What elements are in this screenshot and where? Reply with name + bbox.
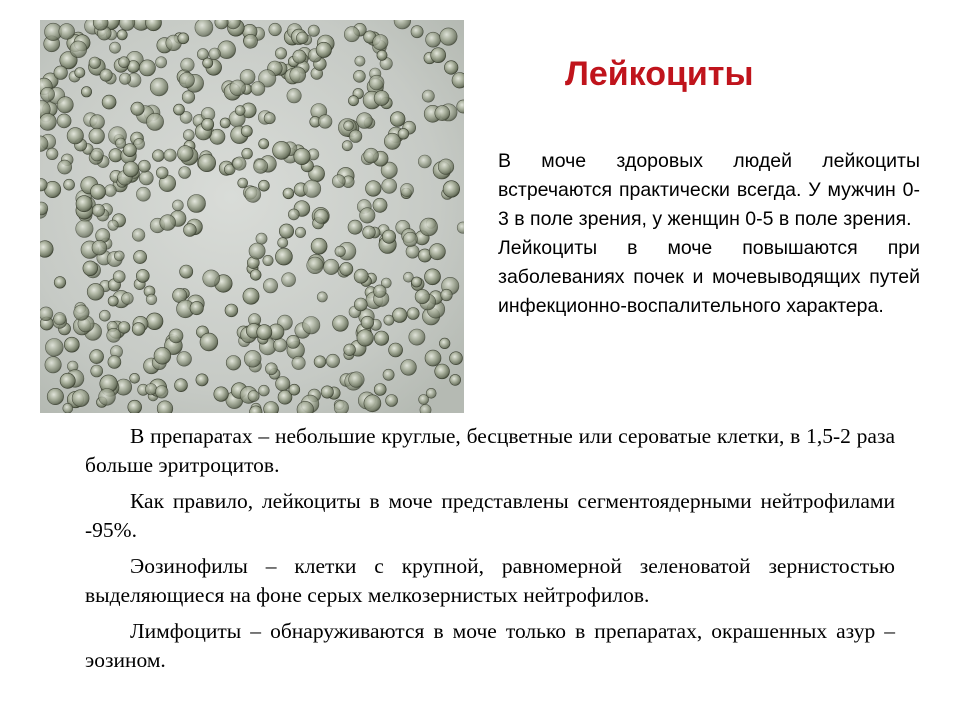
leukocyte-cell	[318, 115, 332, 129]
leukocyte-cell	[273, 141, 291, 159]
leukocyte-cell	[180, 265, 193, 278]
leukocyte-cell	[251, 82, 265, 96]
leukocyte-cell	[357, 330, 374, 347]
leukocyte-cell	[406, 245, 419, 258]
leukocyte-cell	[195, 20, 213, 37]
leukocyte-cell	[373, 35, 388, 50]
leukocyte-cell	[435, 106, 450, 121]
slide-title: Лейкоциты	[565, 55, 754, 93]
leukocyte-cell	[177, 352, 192, 367]
leukocyte-cell	[256, 233, 267, 244]
leukocyte-cell	[119, 57, 130, 68]
leukocyte-cell	[419, 395, 429, 405]
leukocyte-cell	[99, 310, 110, 321]
leukocyte-cell	[287, 89, 301, 103]
leukocyte-cell	[407, 308, 419, 320]
leukocyte-cell	[390, 112, 405, 127]
leukocyte-cell	[157, 401, 173, 413]
leukocyte-cell	[113, 271, 125, 283]
leukocyte-cell	[366, 181, 382, 197]
leukocyte-cell	[263, 255, 273, 265]
leukocyte-cell	[155, 386, 168, 399]
leukocyte-cell	[203, 270, 220, 287]
leukocyte-cell	[109, 42, 120, 53]
leukocyte-cell	[132, 323, 145, 336]
leukocyte-cell	[90, 184, 105, 199]
leukocyte-cell	[169, 329, 183, 343]
leukocyte-cell	[335, 246, 346, 257]
leukocyte-cell	[87, 283, 104, 300]
leukocyte-cell	[123, 144, 136, 157]
leukocyte-cell	[225, 304, 238, 317]
leukocyte-cell	[440, 28, 457, 45]
leukocyte-cell	[363, 226, 376, 239]
leukocyte-cell	[67, 128, 83, 144]
leukocyte-cell	[130, 373, 140, 383]
leukocyte-cell	[403, 232, 417, 246]
leukocyte-cell	[420, 218, 438, 236]
leukocyte-cell	[248, 391, 259, 402]
leukocyte-cell	[54, 66, 68, 80]
leukocyte-cell	[333, 316, 349, 332]
leukocyte-cell	[243, 288, 259, 304]
leukocyte-cell	[349, 372, 365, 388]
leukocyte-cell	[152, 150, 164, 162]
paragraph-eosinophils: Эозинофилы – клетки с крупной, равномерной зеленоватой зернистостью выделяющиеся на фоне серых мелкозернистых нейтрофилов.	[85, 554, 895, 607]
leukocyte-cell	[70, 41, 87, 58]
leukocyte-cell	[57, 114, 71, 128]
leukocyte-cell	[357, 113, 373, 129]
leukocyte-cell	[296, 32, 308, 44]
leukocyte-cell	[389, 343, 403, 357]
leukocyte-cell	[179, 72, 194, 87]
leukocyte-cell	[203, 58, 213, 68]
description-text-block	[85, 422, 895, 682]
leukocyte-cell	[177, 146, 193, 162]
leukocyte-cell	[64, 179, 75, 190]
leukocyte-cell	[54, 277, 66, 289]
leukocyte-cell	[321, 386, 333, 398]
leukocyte-cell	[114, 251, 124, 261]
leukocyte-cell	[317, 292, 327, 302]
leukocyte-cell	[282, 273, 296, 287]
leukocyte-cell	[91, 148, 104, 161]
leukocyte-cell	[250, 270, 261, 281]
leukocyte-cell	[438, 159, 454, 175]
leukocyte-cell	[293, 50, 306, 63]
leukocyte-cell	[354, 269, 368, 283]
leukocyte-cell	[303, 317, 320, 334]
leukocyte-cell	[420, 404, 431, 413]
leukocyte-cell	[344, 344, 356, 356]
leukocyte-cell	[344, 121, 354, 131]
leukocyte-cell	[107, 328, 121, 342]
leukocyte-cell	[145, 384, 156, 395]
intro-paragraph-diseases: Лейкоциты в моче повышаются при заболеваниях почек и мочевыводящих путей инфекционно-воспалительного характера.	[498, 237, 920, 317]
leukocyte-cell	[288, 209, 299, 220]
leukocyte-cell	[383, 369, 394, 380]
leukocyte-cell	[108, 220, 118, 230]
leukocyte-cell	[353, 70, 365, 82]
leukocyte-cell	[230, 80, 246, 96]
leukocyte-cell	[258, 180, 269, 191]
leukocyte-cell	[344, 27, 359, 42]
leukocyte-cell	[63, 403, 73, 413]
leukocyte-cell	[200, 333, 218, 351]
leukocyte-cell	[265, 363, 277, 375]
leukocyte-cell	[369, 75, 384, 90]
leukocyte-cell	[244, 350, 261, 367]
leukocyte-cell	[99, 389, 116, 406]
leukocyte-cell	[190, 301, 203, 314]
leukocyte-cell	[360, 208, 375, 223]
leukocyte-cell	[348, 220, 362, 234]
leukocyte-cell	[444, 61, 458, 75]
leukocyte-cell	[295, 227, 305, 237]
leukocyte-cell	[364, 395, 381, 412]
leukocyte-cell	[377, 50, 387, 60]
leukocyte-cell	[425, 269, 441, 285]
leukocytes-micrograph	[40, 20, 464, 413]
leukocyte-cell	[292, 356, 305, 369]
leukocyte-cell	[131, 102, 144, 115]
leukocyte-cell	[81, 87, 91, 97]
leukocyte-cell	[220, 118, 230, 128]
leukocyte-cell	[233, 157, 246, 170]
leukocyte-cell	[287, 335, 300, 348]
leukocyte-cell	[83, 261, 98, 276]
leukocyte-cell	[382, 178, 397, 193]
leukocyte-cell	[40, 307, 53, 321]
leukocyte-cell	[45, 339, 63, 357]
leukocyte-cell	[105, 185, 117, 197]
leukocyte-cell	[276, 377, 290, 391]
leukocyte-cell	[450, 374, 461, 385]
leukocyte-cell	[136, 187, 150, 201]
leukocyte-cell	[307, 257, 324, 274]
leukocyte-cell	[146, 113, 163, 130]
leukocyte-cell	[348, 96, 358, 106]
leukocyte-cell	[91, 365, 103, 377]
leukocyte-cell	[422, 90, 434, 102]
leukocyte-cell	[183, 130, 194, 141]
leukocyte-cell	[439, 338, 450, 349]
leukocyte-cell	[249, 243, 265, 259]
leukocyte-cell	[411, 26, 423, 38]
leukocyte-cell	[45, 357, 61, 373]
leukocyte-cell	[72, 390, 89, 407]
leukocyte-cell	[386, 395, 398, 407]
leukocyte-cell	[273, 339, 286, 352]
leukocyte-cell	[154, 347, 171, 364]
paragraph-appearance: В препаратах – небольшие круглые, бесцветные или сероватые клетки, в 1,5-2 раза больше эритроцитов.	[85, 424, 895, 477]
leukocyte-cell	[244, 34, 258, 48]
leukocyte-cell	[89, 57, 101, 69]
leukocyte-cell	[349, 130, 362, 143]
leukocyte-cell	[209, 48, 221, 60]
leukocyte-cell	[355, 56, 365, 66]
leukocyte-cell	[181, 58, 195, 72]
leukocyte-cell	[172, 200, 183, 211]
leukocyte-cell	[41, 87, 55, 101]
leukocyte-cell	[214, 387, 229, 402]
leukocyte-cell	[139, 60, 155, 76]
leukocyte-cell	[54, 313, 66, 325]
leukocyte-cell	[184, 224, 197, 237]
leukocyte-cell	[76, 196, 92, 212]
intro-text-block	[498, 147, 920, 321]
leukocyte-cell	[294, 148, 310, 164]
leukocyte-cell	[289, 384, 300, 395]
leukocyte-cell	[245, 187, 261, 203]
leukocyte-cell	[435, 364, 450, 379]
leukocyte-cell	[443, 181, 460, 198]
leukocyte-cell	[429, 244, 445, 260]
leukocyte-cell	[75, 68, 85, 78]
leukocyte-cell	[156, 167, 168, 179]
leukocyte-cell	[47, 388, 63, 404]
leukocyte-cell	[264, 113, 275, 124]
leukocyte-cell	[64, 337, 79, 352]
leukocyte-cell	[198, 154, 216, 172]
leukocyte-cell	[441, 289, 453, 301]
leukocyte-cell	[164, 149, 176, 161]
leukocyte-cell	[269, 23, 282, 36]
leukocyte-cell	[425, 350, 441, 366]
leukocyte-cell	[311, 238, 327, 254]
leukocyte-cell	[102, 95, 116, 109]
leukocyte-cell	[334, 400, 348, 413]
leukocyte-cell	[450, 352, 463, 365]
leukocyte-cell	[401, 360, 417, 376]
leukocyte-cell	[57, 97, 73, 113]
leukocyte-cell	[74, 305, 89, 320]
leukocyte-cell	[392, 308, 407, 323]
leukocyte-cell	[118, 322, 130, 334]
leukocyte-cell	[117, 30, 127, 40]
leukocyte-cell	[361, 316, 374, 329]
leukocyte-cell	[259, 139, 269, 149]
leukocyte-cell	[60, 373, 75, 388]
paragraph-neutrophils: Как правило, лейкоциты в моче представлены сегментоядерными нейтрофилами -95%.	[85, 489, 895, 542]
leukocyte-cell	[259, 385, 270, 396]
leukocyte-cell	[123, 162, 138, 177]
leukocyte-cell	[283, 188, 294, 199]
leukocyte-cell	[263, 279, 277, 293]
leukocyte-cell	[254, 159, 268, 173]
leukocyte-cell	[314, 356, 326, 368]
leukocyte-cell	[354, 298, 367, 311]
leukocyte-cell	[202, 118, 214, 130]
leukocyte-cell	[90, 115, 105, 130]
leukocyte-cell	[174, 104, 185, 115]
leukocyte-cell	[175, 379, 188, 392]
leukocyte-cell	[342, 141, 352, 151]
leukocyte-cell	[374, 285, 387, 298]
leukocyte-cell	[138, 160, 150, 172]
leukocyte-cell	[241, 126, 252, 137]
leukocyte-cell	[384, 315, 394, 325]
leukocyte-cell	[373, 198, 387, 212]
leukocyte-cell	[382, 230, 395, 243]
leukocyte-cell	[100, 69, 112, 81]
leukocyte-cell	[46, 148, 58, 160]
leukocyte-cell	[326, 354, 339, 367]
leukocyte-cell	[108, 296, 118, 306]
leukocyte-cell	[108, 356, 121, 369]
leukocyte-cell	[59, 24, 75, 40]
leukocyte-cell	[146, 294, 157, 305]
leukocyte-cell	[398, 128, 409, 139]
leukocyte-cell	[431, 48, 446, 63]
leukocyte-cell	[119, 73, 130, 84]
leukocyte-cell	[146, 313, 163, 330]
leukocyte-cell	[290, 67, 306, 83]
intro-paragraph-norms: В моче здоровых людей лейкоциты встречаются практически всегда. У мужчин 0-3 в поле зрения, у женщин 0-5 в поле зрения.	[498, 150, 920, 230]
leukocyte-cell	[374, 331, 388, 345]
leukocyte-cell	[136, 269, 149, 282]
leukocyte-cell	[238, 178, 248, 188]
leukocyte-cell	[257, 325, 272, 340]
leukocyte-cell	[275, 48, 286, 59]
leukocyte-cell	[182, 91, 195, 104]
leukocyte-cell	[160, 215, 176, 231]
leukocyte-cell	[242, 148, 253, 159]
leukocyte-cell	[426, 32, 441, 47]
leukocyte-cell	[412, 277, 422, 287]
leukocyte-cell	[275, 248, 292, 265]
leukocyte-cell	[218, 41, 236, 59]
leukocyte-cell	[92, 240, 107, 255]
leukocyte-cell	[316, 42, 331, 57]
leukocyte-cell	[40, 241, 53, 258]
leukocyte-cell	[235, 106, 245, 116]
leukocyte-cell	[150, 78, 168, 96]
leukocyte-cell	[128, 400, 142, 413]
leukocyte-cell	[278, 238, 288, 248]
leukocyte-cell	[188, 195, 206, 213]
leukocyte-cell	[279, 224, 293, 238]
leukocyte-cell	[303, 180, 320, 197]
leukocyte-cell	[324, 259, 339, 274]
leukocyte-cell	[374, 91, 389, 106]
leukocyte-cell	[122, 293, 134, 305]
leukocyte-cell	[58, 160, 72, 174]
leukocyte-cell	[92, 204, 104, 216]
leukocyte-cell	[332, 175, 345, 188]
leukocyte-cell	[132, 229, 145, 242]
leukocyte-cell	[156, 57, 167, 68]
leukocyte-cell	[226, 356, 241, 371]
leukocyte-cell	[340, 262, 353, 275]
leukocyte-cell	[409, 329, 425, 345]
leukocyte-cell	[90, 350, 104, 364]
leukocyte-cell	[109, 149, 122, 162]
leukocyte-cell	[314, 209, 328, 223]
leukocyte-cell	[415, 289, 429, 303]
leukocyte-cell	[134, 250, 147, 263]
leukocyte-cell	[418, 155, 431, 168]
leukocyte-cell	[364, 148, 379, 163]
leukocyte-cell	[40, 113, 56, 130]
paragraph-lymphocytes: Лимфоциты – обнаруживаются в моче только в препаратах, окрашенных азур – эозином.	[85, 619, 895, 672]
leukocyte-cell	[139, 171, 153, 185]
leukocyte-cell	[89, 128, 105, 144]
leukocyte-cell	[374, 384, 386, 396]
leukocyte-cell	[76, 220, 93, 237]
leukocyte-cell	[179, 167, 191, 179]
leukocyte-cell	[178, 33, 189, 44]
leukocyte-cell	[308, 25, 319, 36]
leukocyte-cell	[400, 183, 413, 196]
leukocyte-cell	[196, 374, 208, 386]
